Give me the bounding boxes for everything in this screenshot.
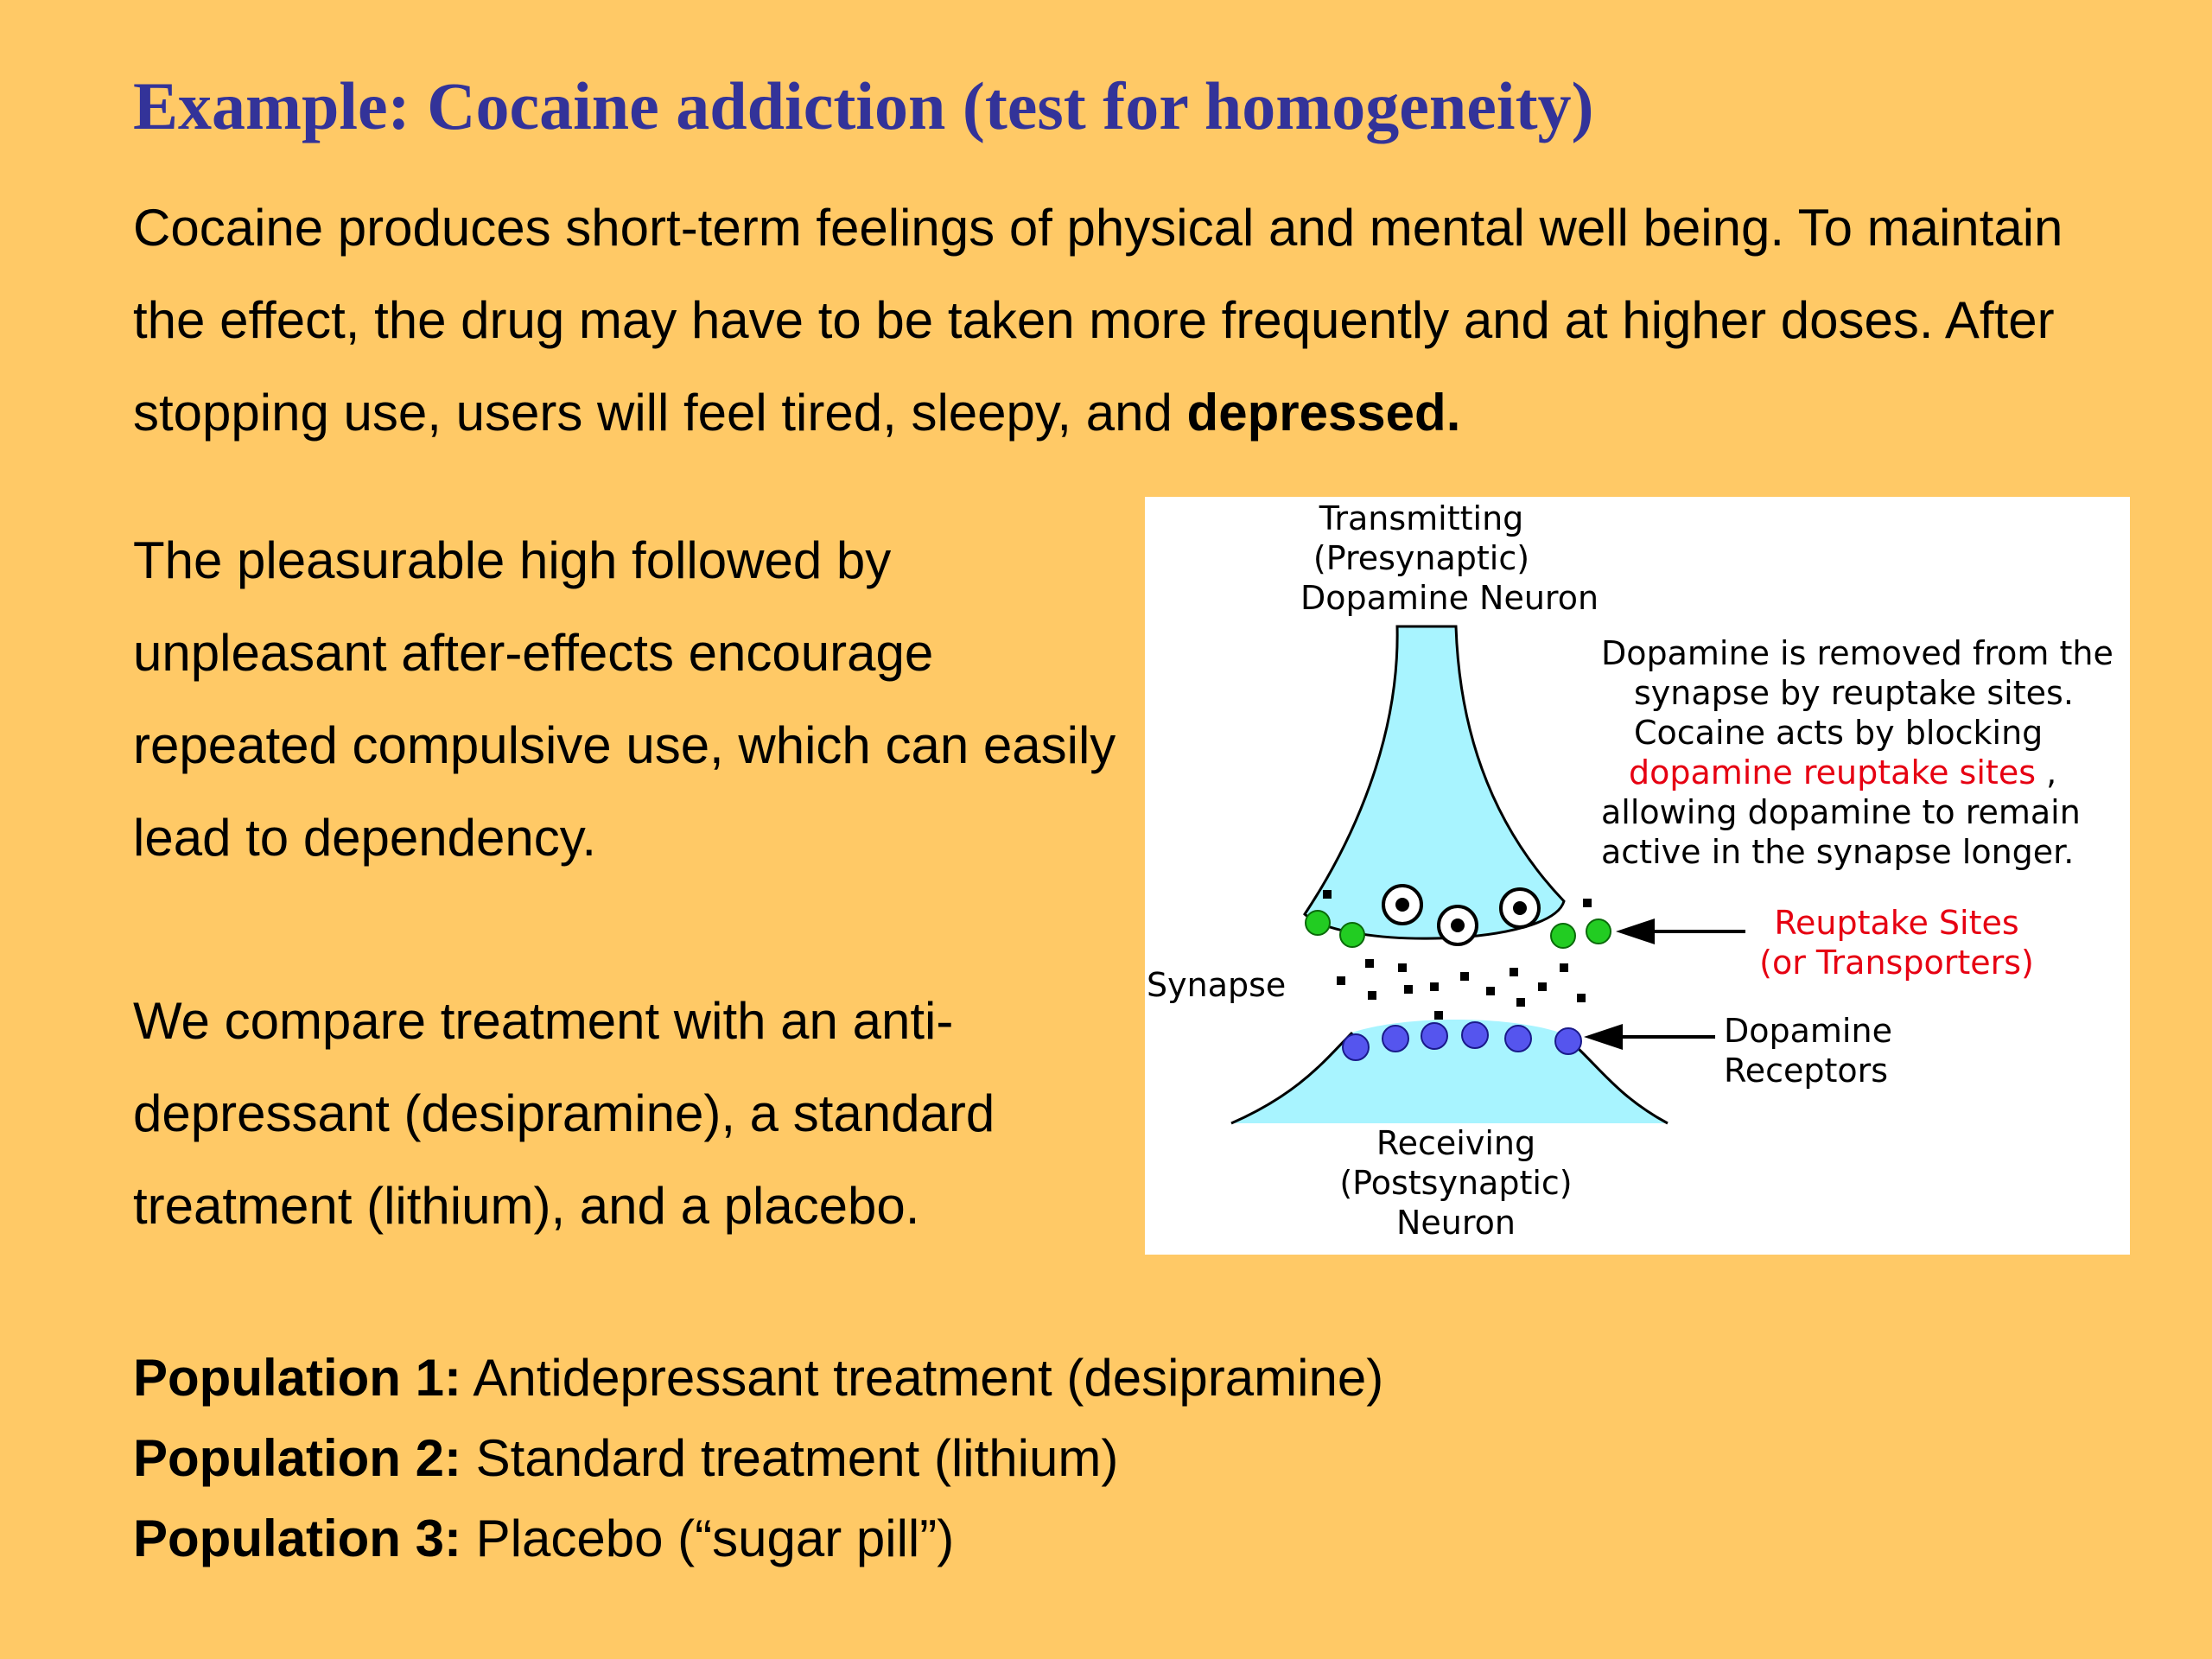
population-list bbox=[133, 1338, 1383, 1579]
dependency-paragraph: The pleasurable high followed by unpleasant after-effects encourage repeated compulsive use, which can easily lead to dependency. bbox=[133, 531, 1116, 867]
synapse-label: Synapse bbox=[1147, 966, 1287, 1004]
population-value: Placebo (“sugar pill”) bbox=[461, 1510, 955, 1567]
population-item bbox=[133, 1498, 1383, 1579]
receptors-label: Dopamine Receptors bbox=[1724, 1012, 1892, 1090]
intro-text: Cocaine produces short-term feelings of physical and mental well being. To maintain the effect, the drug may have to be taken more frequently and at higher doses. After stopping use, users will feel tired, sleepy, and bbox=[133, 199, 2063, 442]
population-label: Population 2: bbox=[133, 1429, 461, 1487]
arrow-icon bbox=[1584, 1024, 1715, 1050]
population-item bbox=[133, 1418, 1383, 1498]
reuptake-sites-label: Reuptake Sites (or Transporters) bbox=[1759, 904, 2034, 982]
treatment-paragraph: We compare treatment with an anti-depressant (desipramine), a standard treatment (lithium), and a placebo. bbox=[133, 992, 995, 1235]
highlight-text: dopamine reuptake sites bbox=[1629, 753, 2036, 791]
dopamine-explanation: Dopamine is removed from the synapse by reuptake sites. Cocaine acts by blocking dopamine reuptake sites , allowing dopamine to remain active in the synapse longer. bbox=[1601, 634, 2113, 871]
population-label: Population 1: bbox=[133, 1349, 461, 1407]
population-value: Antidepressant treatment (desipramine) bbox=[461, 1349, 1384, 1407]
postsynaptic-label: Receiving (Postsynaptic) Neuron bbox=[1339, 1124, 1573, 1242]
synapse-illustration bbox=[1145, 497, 2130, 1255]
intro-paragraph bbox=[133, 181, 2146, 459]
synapse-diagram bbox=[1145, 497, 2130, 1255]
population-value: Standard treatment (lithium) bbox=[461, 1429, 1119, 1487]
dopamine-molecules bbox=[1337, 959, 1586, 1020]
population-item bbox=[133, 1338, 1383, 1418]
slide-title: Example: Cocaine addiction (test for homogeneity) bbox=[133, 68, 1594, 143]
presynaptic-label: Transmitting (Presynaptic) Dopamine Neuron bbox=[1300, 499, 1599, 617]
population-label: Population 3: bbox=[133, 1510, 461, 1567]
intro-emphasis: depressed. bbox=[1186, 384, 1461, 442]
arrow-icon bbox=[1616, 918, 1745, 944]
